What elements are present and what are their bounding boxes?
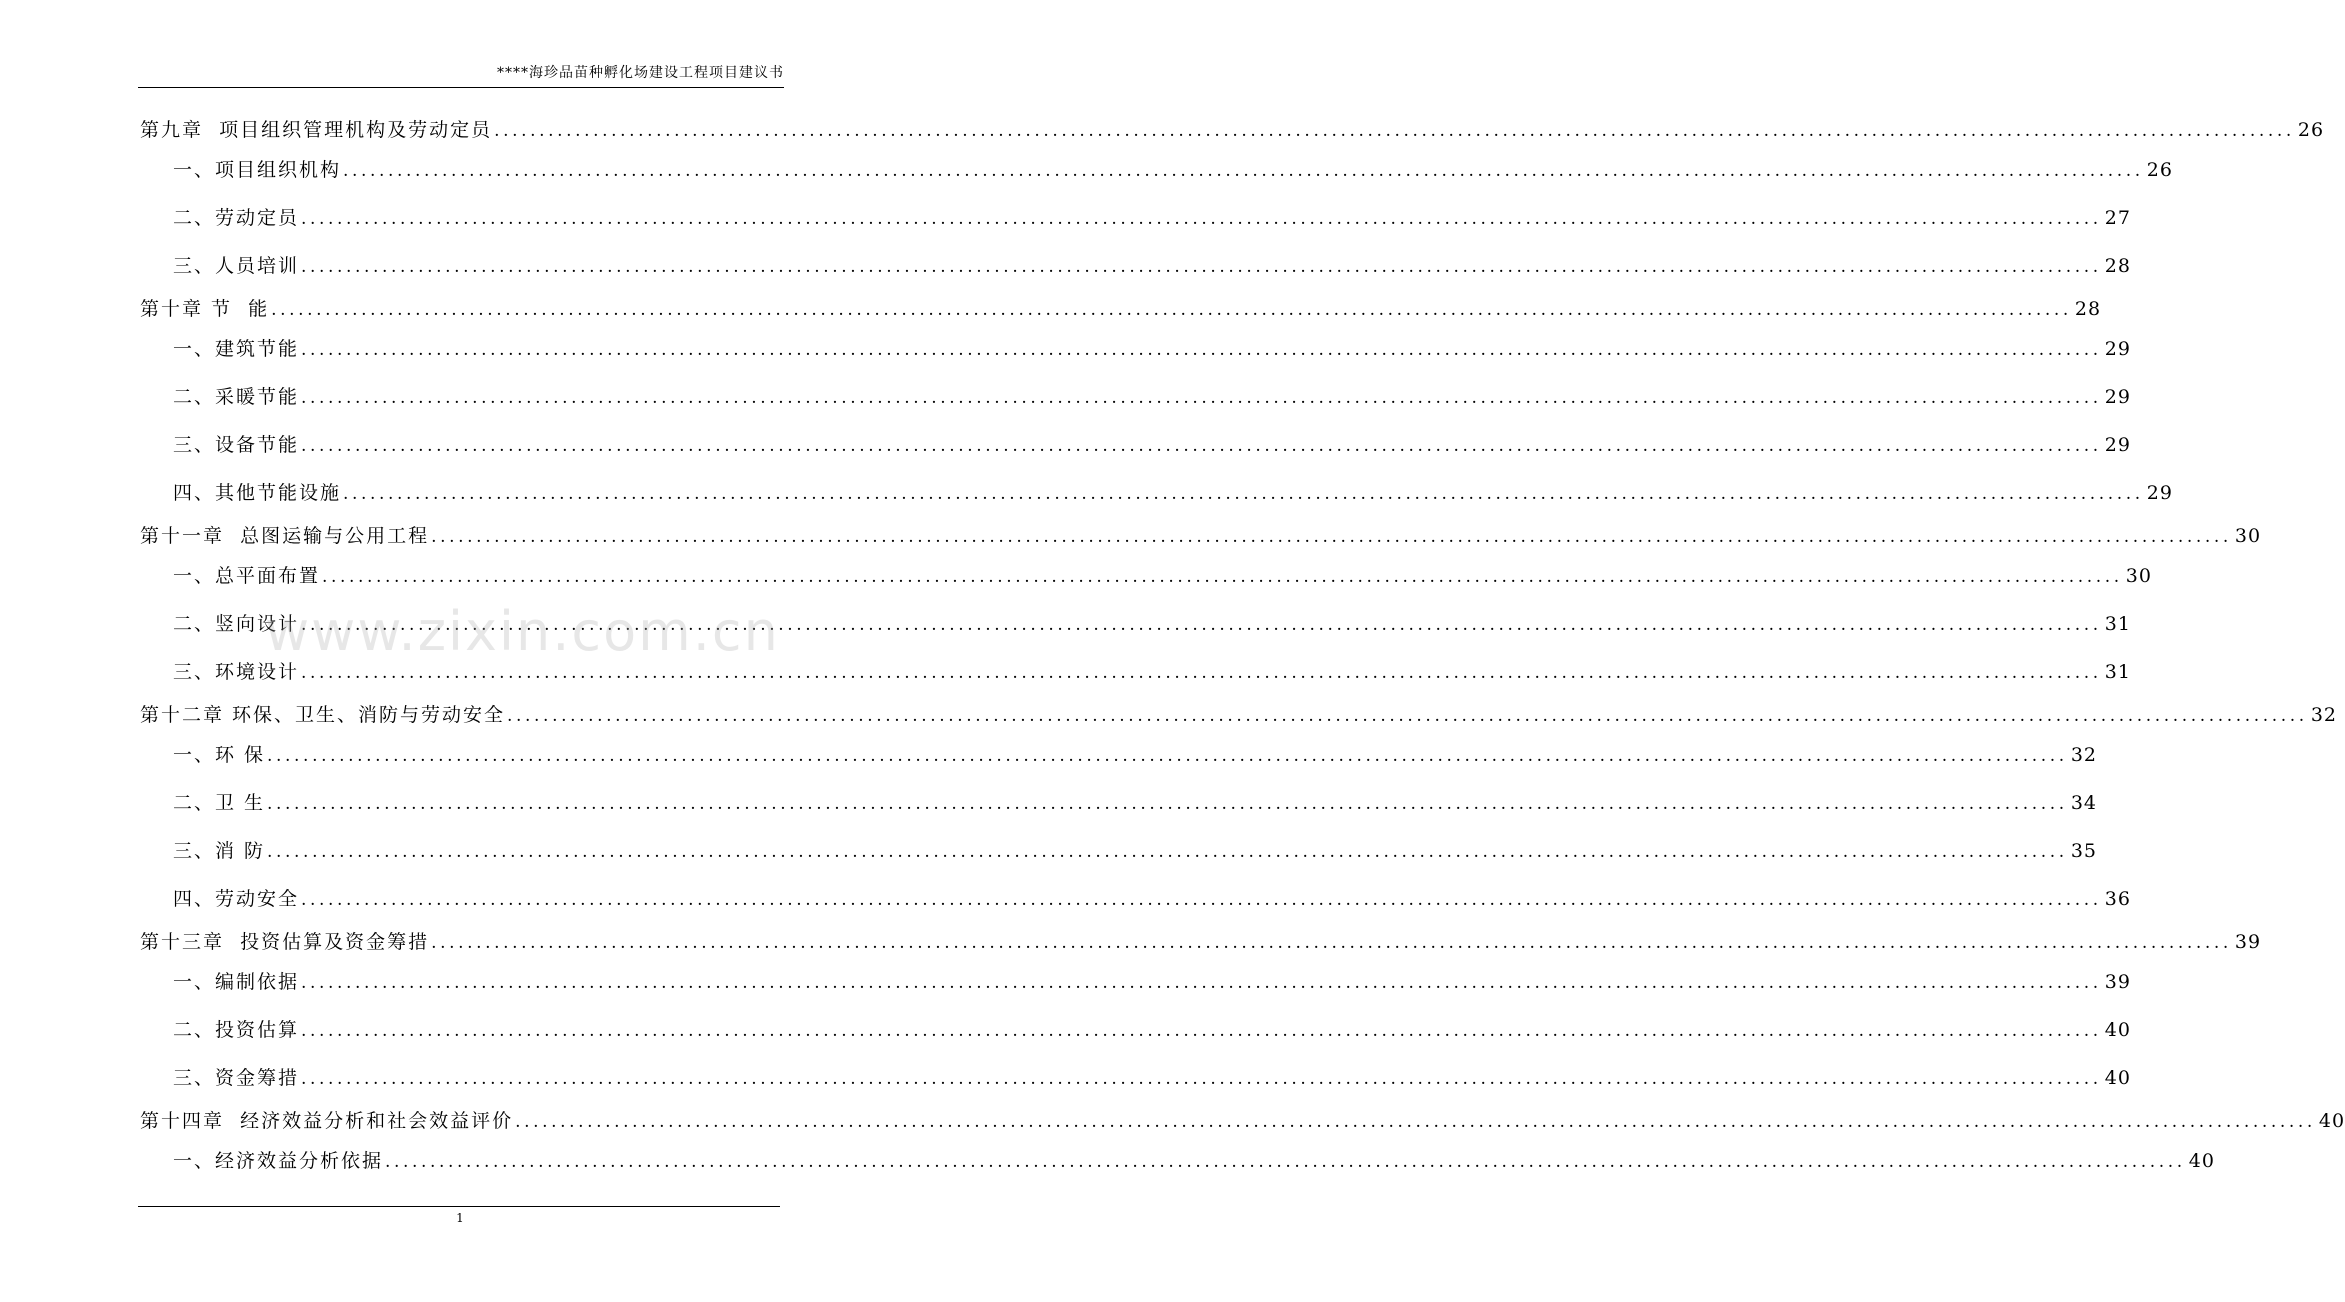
toc-entry-title: 三、资金筹措 (173, 1067, 300, 1089)
toc-entry-page-number: 29 (2104, 338, 2131, 360)
toc-dot-leader: ........................................................................................................................................................................................................ (271, 300, 2072, 320)
footer-page-number: 1 (456, 1211, 464, 1225)
toc-dot-leader: ........................................................................................................................................................................................................ (385, 1152, 2186, 1172)
toc-dot-leader: ........................................................................................................................................................................................................ (301, 1069, 2102, 1089)
toc-entry-page-number: 40 (2318, 1110, 2345, 1132)
toc-section-entry[interactable] (173, 206, 2131, 230)
toc-entry-title: 四、其他节能设施 (173, 482, 342, 504)
toc-section-entry[interactable] (173, 564, 2152, 588)
toc-entry-page-number: 34 (2070, 792, 2097, 814)
footer-rule (138, 1206, 780, 1207)
toc-dot-leader: ........................................................................................................................................................................................................ (301, 388, 2102, 408)
toc-dot-leader: ........................................................................................................................................................................................................ (431, 527, 2232, 547)
header-rule (138, 87, 784, 88)
toc-entry-page-number: 30 (2234, 525, 2262, 547)
toc-dot-leader: ........................................................................................................................................................................................................ (301, 257, 2102, 277)
toc-entry-title: 一、总平面布置 (173, 565, 321, 587)
toc-entry-title: 一、经济效益分析依据 (173, 1150, 384, 1172)
toc-entry-title: 一、项目组织机构 (173, 159, 342, 181)
toc-dot-leader: ........................................................................................................................................................................................................ (343, 484, 2144, 504)
toc-dot-leader: ........................................................................................................................................................................................................ (301, 890, 2102, 910)
toc-dot-leader: ........................................................................................................................................................................................................ (301, 973, 2102, 993)
toc-section-entry[interactable] (173, 481, 2173, 505)
watermark: www.zixin.com.cn (265, 600, 780, 663)
toc-entry-title: 二、采暖节能 (173, 386, 300, 408)
toc-section-entry[interactable] (173, 970, 2131, 994)
toc-entry-title: 第十四章 经济效益分析和社会效益评价 (140, 1110, 514, 1132)
toc-dot-leader: ........................................................................................................................................................................................................ (343, 161, 2144, 181)
toc-section-entry[interactable] (173, 254, 2131, 278)
toc-section-entry[interactable] (173, 743, 2097, 767)
toc-chapter-entry[interactable] (140, 118, 2325, 142)
toc-entry-page-number: 28 (2104, 255, 2131, 277)
toc-dot-leader: ........................................................................................................................................................................................................ (507, 706, 2308, 726)
toc-entry-page-number: 29 (2104, 386, 2131, 408)
toc-entry-page-number: 40 (2188, 1150, 2215, 1172)
toc-section-entry[interactable] (173, 1018, 2131, 1042)
toc-entry-title: 第十一章 总图运输与公用工程 (140, 525, 430, 547)
toc-dot-leader: ........................................................................................................................................................................................................ (301, 615, 2102, 635)
toc-entry-title: 一、编制依据 (173, 971, 300, 993)
toc-entry-page-number: 32 (2070, 744, 2097, 766)
toc-dot-leader: ........................................................................................................................................................................................................ (301, 1021, 2102, 1041)
toc-dot-leader: ........................................................................................................................................................................................................ (301, 436, 2102, 456)
toc-entry-title: 三、消 防 (173, 840, 266, 862)
toc-chapter-entry[interactable] (140, 524, 2262, 548)
toc-section-entry[interactable] (173, 1066, 2131, 1090)
toc-entry-title: 一、建筑节能 (173, 338, 300, 360)
toc-dot-leader: ........................................................................................................................................................................................................ (515, 1112, 2316, 1132)
toc-entry-page-number: 28 (2074, 298, 2102, 320)
toc-entry-title: 二、竖向设计 (173, 613, 300, 635)
toc-section-entry[interactable] (173, 612, 2131, 636)
toc-section-entry[interactable] (173, 887, 2131, 911)
toc-chapter-entry[interactable] (140, 297, 2102, 321)
toc-section-entry[interactable] (173, 385, 2131, 409)
toc-dot-leader: ........................................................................................................................................................................................................ (301, 663, 2102, 683)
toc-entry-title: 三、人员培训 (173, 255, 300, 277)
toc-entry-page-number: 40 (2104, 1067, 2131, 1089)
toc-entry-title: 四、劳动安全 (173, 888, 300, 910)
toc-entry-page-number: 40 (2104, 1019, 2131, 1041)
toc-entry-page-number: 32 (2310, 704, 2337, 726)
toc-chapter-entry[interactable] (140, 930, 2262, 954)
toc-entry-page-number: 26 (2297, 119, 2325, 141)
toc-dot-leader: ........................................................................................................................................................................................................ (301, 209, 2102, 229)
toc-dot-leader: ........................................................................................................................................................................................................ (267, 746, 2068, 766)
toc-entry-page-number: 35 (2070, 840, 2097, 862)
toc-entry-title: 第十二章 环保、卫生、消防与劳动安全 (140, 704, 506, 726)
toc-entry-page-number: 31 (2104, 613, 2131, 635)
toc-entry-page-number: 36 (2104, 888, 2131, 910)
toc-entry-title: 三、环境设计 (173, 661, 300, 683)
toc-entry-title: 第九章 项目组织管理机构及劳动定员 (140, 119, 493, 141)
toc-entry-title: 三、设备节能 (173, 434, 300, 456)
toc-entry-page-number: 26 (2146, 159, 2173, 181)
toc-chapter-entry[interactable] (140, 703, 2337, 727)
toc-entry-title: 二、劳动定员 (173, 207, 300, 229)
toc-entry-page-number: 27 (2104, 207, 2131, 229)
toc-section-entry[interactable] (173, 158, 2173, 182)
toc-chapter-entry[interactable] (140, 1109, 2345, 1133)
toc-entry-page-number: 29 (2104, 434, 2131, 456)
running-header: ****海珍品苗种孵化场建设工程项目建议书 (497, 65, 784, 81)
toc-section-entry[interactable] (173, 791, 2097, 815)
toc-dot-leader: ........................................................................................................................................................................................................ (267, 794, 2068, 814)
toc-section-entry[interactable] (173, 1149, 2215, 1173)
toc-entry-page-number: 39 (2104, 971, 2131, 993)
toc-entry-title: 第十三章 投资估算及资金筹措 (140, 931, 430, 953)
toc-dot-leader: ........................................................................................................................................................................................................ (267, 842, 2068, 862)
toc-section-entry[interactable] (173, 839, 2097, 863)
toc-entry-title: 二、投资估算 (173, 1019, 300, 1041)
toc-dot-leader: ........................................................................................................................................................................................................ (322, 567, 2123, 587)
toc-entry-title: 第十章 节 能 (140, 298, 270, 320)
toc-entry-page-number: 39 (2234, 931, 2262, 953)
toc-entry-page-number: 31 (2104, 661, 2131, 683)
toc-dot-leader: ........................................................................................................................................................................................................ (494, 121, 2295, 141)
toc-entry-title: 二、卫 生 (173, 792, 266, 814)
toc-entry-title: 一、环 保 (173, 744, 266, 766)
toc-section-entry[interactable] (173, 337, 2131, 361)
toc-section-entry[interactable] (173, 660, 2131, 684)
toc-section-entry[interactable] (173, 433, 2131, 457)
toc-entry-page-number: 29 (2146, 482, 2173, 504)
toc-entry-page-number: 30 (2125, 565, 2152, 587)
toc-dot-leader: ........................................................................................................................................................................................................ (431, 933, 2232, 953)
toc-dot-leader: ........................................................................................................................................................................................................ (301, 340, 2102, 360)
